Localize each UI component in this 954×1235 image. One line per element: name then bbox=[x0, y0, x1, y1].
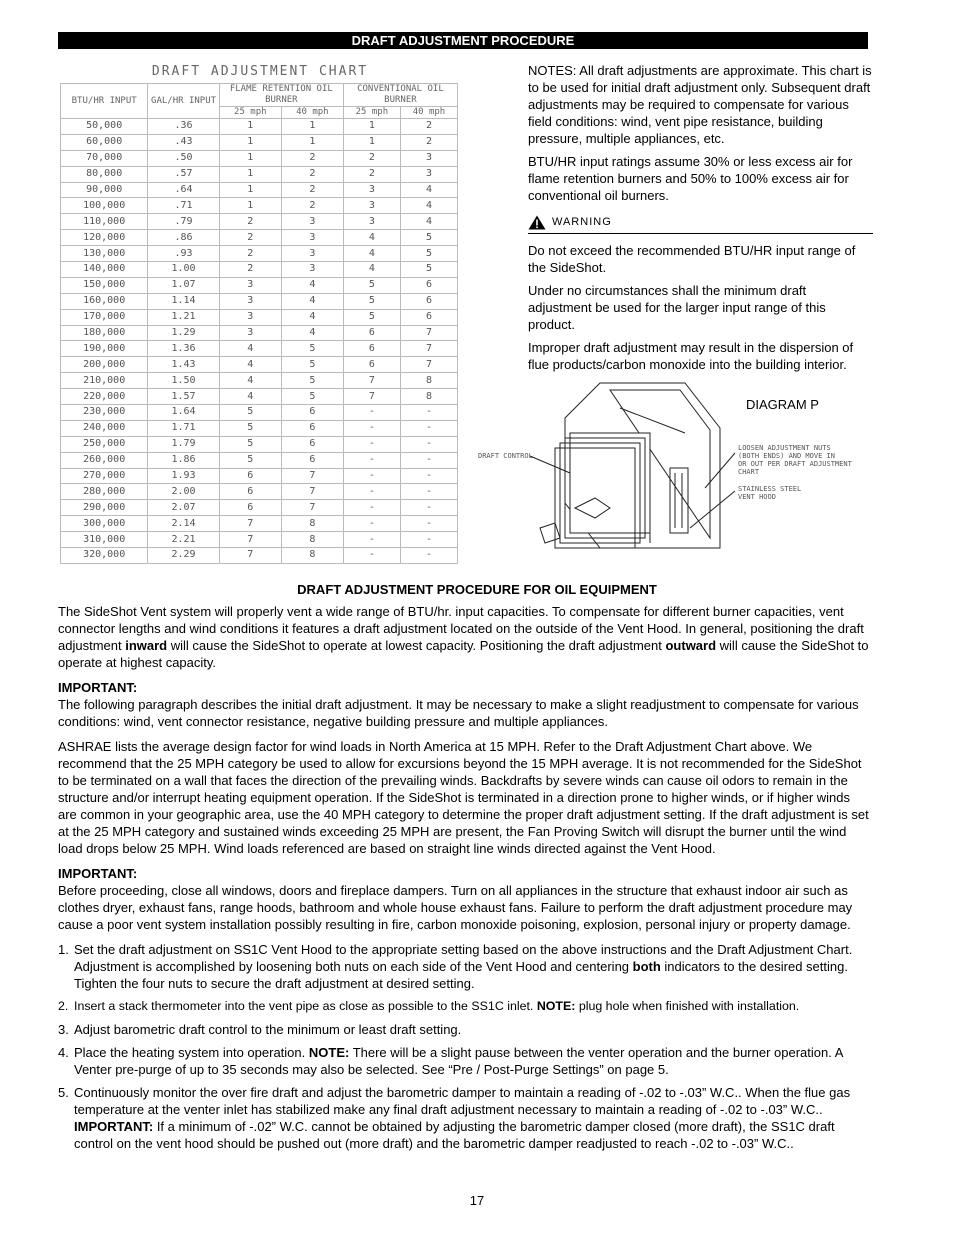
col-flame-header: FLAME RETENTION OIL BURNER bbox=[219, 84, 343, 107]
chart-cell: 240,000 bbox=[61, 420, 148, 436]
chart-cell: - bbox=[400, 516, 457, 532]
chart-row bbox=[61, 246, 458, 262]
chart-cell: 6 bbox=[343, 357, 400, 373]
chart-cell: 2.29 bbox=[148, 548, 219, 564]
chart-cell: 160,000 bbox=[61, 293, 148, 309]
chart-cell: 8 bbox=[281, 516, 343, 532]
chart-cell: 4 bbox=[343, 262, 400, 278]
chart-cell: - bbox=[400, 452, 457, 468]
chart-cell: 2.21 bbox=[148, 532, 219, 548]
flame-25mph-header: 25 mph bbox=[219, 107, 281, 119]
chart-cell: 7 bbox=[343, 373, 400, 389]
chart-row bbox=[61, 500, 458, 516]
chart-row bbox=[61, 357, 458, 373]
chart-row bbox=[61, 150, 458, 166]
diagram-loosen-label-4: CHART bbox=[738, 468, 760, 476]
chart-cell: 4 bbox=[281, 309, 343, 325]
section-header: DRAFT ADJUSTMENT PROCEDURE bbox=[58, 32, 868, 49]
chart-cell: 1 bbox=[219, 198, 281, 214]
chart-row bbox=[61, 262, 458, 278]
chart-cell: 1 bbox=[281, 134, 343, 150]
chart-cell: 80,000 bbox=[61, 166, 148, 182]
chart-cell: - bbox=[343, 452, 400, 468]
chart-cell: 190,000 bbox=[61, 341, 148, 357]
chart-cell: 2 bbox=[281, 166, 343, 182]
chart-cell: - bbox=[400, 420, 457, 436]
chart-cell: - bbox=[400, 405, 457, 421]
notes-paragraph-2: BTU/HR input ratings assume 30% or less excess air for flame retention burners and 50% to 100% excess air for conventional oil burners. bbox=[528, 154, 853, 203]
chart-cell: .50 bbox=[148, 150, 219, 166]
chart-row bbox=[61, 230, 458, 246]
chart-cell: 2 bbox=[219, 246, 281, 262]
chart-cell: 1.21 bbox=[148, 309, 219, 325]
chart-cell: 230,000 bbox=[61, 405, 148, 421]
chart-cell: 2 bbox=[219, 230, 281, 246]
chart-cell: 5 bbox=[219, 436, 281, 452]
conv-40mph-header: 40 mph bbox=[400, 107, 457, 119]
chart-cell: 220,000 bbox=[61, 389, 148, 405]
warning-text-1: Do not exceed the recommended BTU/HR input range of the SideShot. bbox=[528, 243, 856, 275]
chart-cell: 1.14 bbox=[148, 293, 219, 309]
chart-cell: 1.07 bbox=[148, 277, 219, 293]
chart-cell: 3 bbox=[219, 325, 281, 341]
chart-row bbox=[61, 214, 458, 230]
diagram-loosen-label-3: OR OUT PER DRAFT ADJUSTMENT bbox=[738, 460, 852, 468]
chart-cell: 4 bbox=[219, 389, 281, 405]
chart-row bbox=[61, 405, 458, 421]
diagram-steel-label-1: STAINLESS STEEL bbox=[738, 485, 802, 493]
chart-cell: 180,000 bbox=[61, 325, 148, 341]
chart-cell: 8 bbox=[281, 548, 343, 564]
important-text-1: The following paragraph describes the initial draft adjustment. It may be necessary to make a slight readjustment to compensate for various conditions: wind, vent connector resistance, negative building pressure and multiple appliances. bbox=[58, 697, 859, 729]
chart-cell: 6 bbox=[281, 420, 343, 436]
chart-cell: 3 bbox=[281, 214, 343, 230]
chart-cell: 6 bbox=[343, 325, 400, 341]
warning-text-3: Improper draft adjustment may result in the dispersion of flue products/carbon monoxide into the building interior. bbox=[528, 340, 854, 372]
diagram-loosen-label-2: (BOTH ENDS) AND MOVE IN bbox=[738, 452, 835, 460]
chart-cell: 2 bbox=[281, 198, 343, 214]
chart-cell: 3 bbox=[343, 214, 400, 230]
chart-cell: 3 bbox=[343, 198, 400, 214]
chart-cell: 4 bbox=[219, 357, 281, 373]
page-number: 17 bbox=[469, 1193, 485, 1208]
chart-cell: - bbox=[400, 500, 457, 516]
chart-cell: 1.43 bbox=[148, 357, 219, 373]
col-gal-header: GAL/HR INPUT bbox=[148, 84, 219, 119]
chart-cell: 7 bbox=[281, 468, 343, 484]
chart-cell: 7 bbox=[281, 500, 343, 516]
chart-cell: 2 bbox=[400, 119, 457, 135]
chart-cell: 1.64 bbox=[148, 405, 219, 421]
procedure-body bbox=[58, 603, 870, 1158]
chart-cell: - bbox=[343, 405, 400, 421]
chart-row bbox=[61, 293, 458, 309]
chart-row bbox=[61, 389, 458, 405]
chart-cell: 1.00 bbox=[148, 262, 219, 278]
chart-cell: 7 bbox=[400, 341, 457, 357]
vent-hood-diagram bbox=[470, 378, 880, 578]
chart-cell: 3 bbox=[219, 277, 281, 293]
chart-cell: 300,000 bbox=[61, 516, 148, 532]
chart-cell: 4 bbox=[400, 214, 457, 230]
chart-cell: 280,000 bbox=[61, 484, 148, 500]
chart-cell: 250,000 bbox=[61, 436, 148, 452]
chart-row bbox=[61, 325, 458, 341]
chart-cell: .64 bbox=[148, 182, 219, 198]
chart-cell: 130,000 bbox=[61, 246, 148, 262]
chart-cell: 270,000 bbox=[61, 468, 148, 484]
chart-row bbox=[61, 484, 458, 500]
chart-cell: 140,000 bbox=[61, 262, 148, 278]
draft-chart-table bbox=[60, 83, 458, 564]
chart-cell: 7 bbox=[281, 484, 343, 500]
chart-cell: - bbox=[400, 548, 457, 564]
chart-cell: 1 bbox=[219, 150, 281, 166]
chart-body bbox=[61, 119, 458, 564]
chart-cell: 5 bbox=[281, 341, 343, 357]
chart-cell: 5 bbox=[400, 262, 457, 278]
chart-cell: 100,000 bbox=[61, 198, 148, 214]
chart-row bbox=[61, 198, 458, 214]
chart-cell: 4 bbox=[400, 198, 457, 214]
chart-cell: .36 bbox=[148, 119, 219, 135]
chart-cell: 320,000 bbox=[61, 548, 148, 564]
chart-cell: 4 bbox=[281, 325, 343, 341]
chart-row bbox=[61, 309, 458, 325]
chart-cell: 3 bbox=[281, 230, 343, 246]
chart-cell: 120,000 bbox=[61, 230, 148, 246]
chart-row bbox=[61, 436, 458, 452]
procedure-steps bbox=[58, 941, 870, 1152]
chart-cell: 3 bbox=[281, 246, 343, 262]
chart-cell: 5 bbox=[281, 357, 343, 373]
chart-cell: 6 bbox=[343, 341, 400, 357]
chart-cell: 2.00 bbox=[148, 484, 219, 500]
chart-row bbox=[61, 134, 458, 150]
warning-heading bbox=[528, 214, 873, 234]
chart-row bbox=[61, 420, 458, 436]
chart-cell: 5 bbox=[343, 293, 400, 309]
chart-cell: 1 bbox=[343, 134, 400, 150]
procedure-title: DRAFT ADJUSTMENT PROCEDURE FOR OIL EQUIPMENT bbox=[297, 582, 657, 597]
chart-cell: 2 bbox=[219, 214, 281, 230]
chart-cell: 4 bbox=[400, 182, 457, 198]
chart-cell: 1.79 bbox=[148, 436, 219, 452]
chart-row bbox=[61, 182, 458, 198]
chart-cell: - bbox=[343, 500, 400, 516]
chart-cell: 4 bbox=[343, 230, 400, 246]
chart-cell: 4 bbox=[343, 246, 400, 262]
chart-cell: 3 bbox=[219, 309, 281, 325]
important-label-2: IMPORTANT: bbox=[58, 866, 138, 881]
chart-cell: 5 bbox=[219, 420, 281, 436]
chart-cell: - bbox=[400, 468, 457, 484]
chart-cell: 1.86 bbox=[148, 452, 219, 468]
chart-cell: 6 bbox=[400, 277, 457, 293]
important-label-1: IMPORTANT: bbox=[58, 680, 138, 695]
chart-row bbox=[61, 119, 458, 135]
chart-row bbox=[61, 548, 458, 564]
chart-cell: 5 bbox=[400, 246, 457, 262]
chart-cell: 60,000 bbox=[61, 134, 148, 150]
col-btu-header: BTU/HR INPUT bbox=[61, 84, 148, 119]
flame-40mph-header: 40 mph bbox=[281, 107, 343, 119]
chart-cell: 290,000 bbox=[61, 500, 148, 516]
chart-cell: .43 bbox=[148, 134, 219, 150]
chart-cell: 1.29 bbox=[148, 325, 219, 341]
chart-cell: 2.07 bbox=[148, 500, 219, 516]
chart-cell: 6 bbox=[281, 405, 343, 421]
chart-cell: 2 bbox=[343, 166, 400, 182]
chart-cell: .86 bbox=[148, 230, 219, 246]
chart-cell: 3 bbox=[343, 182, 400, 198]
intro-paragraph: The SideShot Vent system will properly vent a wide range of BTU/hr. input capacities. To compensate for different burner capacities, vent connector lengths and wind conditions it features a draft adjustment located on the outside of the Vent Hood. In general, positioning the draft adjustment inward will cause the SideShot to operate at lowest capacity. Positioning the draft adjustment outward will cause the SideShot to operate at highest capacity. bbox=[58, 604, 869, 670]
chart-cell: 1 bbox=[219, 134, 281, 150]
chart-cell: 7 bbox=[343, 389, 400, 405]
chart-cell: 1 bbox=[219, 119, 281, 135]
warning-label: WARNING bbox=[552, 216, 612, 228]
ashrae-paragraph: ASHRAE lists the average design factor for wind loads in North America at 15 MPH. Refer to the Draft Adjustment Chart above. We recommend that the 25 MPH category be used to allow for excursions beyond the 15 MPH average. It is not recommended for the SideShot to be terminated on a wall that faces the direction of the prevailing winds. Backdrafts by severe winds can cause oil odors to remain in the structure and/or interrupt heating equipment operation. If the SideShot is terminated in a direction prone to higher winds, or if higher winds are common in your geographic area, use the 40 MPH category to determine the proper draft adjustment setting. If the draft adjustment is set at the 25 MPH category and sustained winds exceeding 25 MPH are present, the Fan Proving Switch will disrupt the burner until the wind load drops below 25 MPH. Wind loads referenced are based on straight line winds directed against the Vent Hood. bbox=[58, 739, 869, 856]
chart-cell: 6 bbox=[281, 436, 343, 452]
chart-row bbox=[61, 277, 458, 293]
notes-column bbox=[528, 62, 873, 379]
chart-cell: 1.93 bbox=[148, 468, 219, 484]
chart-cell: 2 bbox=[400, 134, 457, 150]
chart-row bbox=[61, 341, 458, 357]
chart-cell: 2 bbox=[219, 262, 281, 278]
chart-cell: 2 bbox=[281, 182, 343, 198]
chart-cell: 70,000 bbox=[61, 150, 148, 166]
chart-cell: - bbox=[343, 548, 400, 564]
chart-cell: 200,000 bbox=[61, 357, 148, 373]
chart-cell: - bbox=[400, 484, 457, 500]
chart-cell: 1 bbox=[281, 119, 343, 135]
chart-cell: .93 bbox=[148, 246, 219, 262]
chart-cell: 5 bbox=[343, 277, 400, 293]
chart-cell: 5 bbox=[343, 309, 400, 325]
chart-cell: 1 bbox=[219, 166, 281, 182]
chart-cell: 8 bbox=[281, 532, 343, 548]
chart-cell: 3 bbox=[281, 262, 343, 278]
chart-cell: .71 bbox=[148, 198, 219, 214]
chart-cell: 2.14 bbox=[148, 516, 219, 532]
chart-row bbox=[61, 452, 458, 468]
warning-triangle-icon bbox=[528, 215, 546, 230]
chart-cell: 6 bbox=[219, 484, 281, 500]
chart-cell: 310,000 bbox=[61, 532, 148, 548]
chart-row bbox=[61, 373, 458, 389]
chart-cell: 1 bbox=[343, 119, 400, 135]
step-5: 5. Continuously monitor the over fire draft and adjust the barometric damper to maintain a reading of -.02 to -.03” W.C.. When the flue gas temperature at the venter inlet has stabilized make any final draft adjustment necessary to maintain a reading of -.02 to -.03” W.C.. IMPORTANT: If a minimum of -.02” W.C. cannot be obtained by adjusting the barometric damper closed (more draft), the SS1C draft control on the vent hood should be pushed out (more draft) and the barometric damper readjusted to reach -.02 to -.03” W.C.. bbox=[58, 1085, 851, 1151]
chart-row bbox=[61, 516, 458, 532]
chart-cell: - bbox=[400, 436, 457, 452]
draft-adjustment-chart bbox=[60, 58, 460, 564]
chart-cell: 6 bbox=[400, 293, 457, 309]
chart-cell: 6 bbox=[219, 500, 281, 516]
step-1: 1. Set the draft adjustment on SS1C Vent Hood to the appropriate setting based on the above instructions and the Draft Adjustment Chart. Adjustment is accomplished by loosening both nuts on each side of the Vent Hood and centering both indicators to the desired setting. Tighten the four nuts to secure the draft adjustment at desired setting. bbox=[58, 942, 853, 991]
chart-cell: 5 bbox=[400, 230, 457, 246]
diagram-steel-label-2: VENT HOOD bbox=[738, 493, 776, 501]
chart-cell: 7 bbox=[400, 357, 457, 373]
chart-cell: 6 bbox=[281, 452, 343, 468]
chart-cell: - bbox=[343, 516, 400, 532]
chart-cell: 50,000 bbox=[61, 119, 148, 135]
chart-cell: 6 bbox=[400, 309, 457, 325]
chart-cell: 1.71 bbox=[148, 420, 219, 436]
step-3: 3. Adjust barometric draft control to the minimum or least draft setting. bbox=[58, 1022, 462, 1037]
chart-title: DRAFT ADJUSTMENT CHART bbox=[151, 64, 369, 79]
step-4: 4. Place the heating system into operation. NOTE: There will be a slight pause between the venter operation and the burner operation. A Venter pre-purge of up to 35 seconds may also be selected. See “Pre / Post-Purge Settings” on page 5. bbox=[58, 1045, 843, 1077]
step-2: 2. Insert a stack thermometer into the vent pipe as close as possible to the SS1C inlet. NOTE: plug hole when finished with installation. bbox=[58, 999, 800, 1013]
chart-cell: 90,000 bbox=[61, 182, 148, 198]
chart-cell: 8 bbox=[400, 389, 457, 405]
notes-paragraph-1: NOTES: All draft adjustments are approximate. This chart is to be used for initial draft adjustment only. Subsequent draft adjustments may be required to compensate for various field conditions: wind, vent pipe resistance, building pressure, multiple appliances, etc. bbox=[528, 63, 872, 146]
diagram-label: DIAGRAM P bbox=[746, 397, 819, 412]
chart-cell: .79 bbox=[148, 214, 219, 230]
chart-cell: 1 bbox=[219, 182, 281, 198]
chart-cell: 3 bbox=[219, 293, 281, 309]
chart-cell: 7 bbox=[219, 516, 281, 532]
chart-cell: 5 bbox=[219, 452, 281, 468]
conv-25mph-header: 25 mph bbox=[343, 107, 400, 119]
chart-cell: 4 bbox=[219, 373, 281, 389]
chart-cell: 5 bbox=[219, 405, 281, 421]
chart-cell: 1.57 bbox=[148, 389, 219, 405]
chart-cell: - bbox=[343, 484, 400, 500]
chart-cell: 2 bbox=[343, 150, 400, 166]
chart-cell: 260,000 bbox=[61, 452, 148, 468]
chart-row bbox=[61, 532, 458, 548]
diagram-draft-control-label: DRAFT CONTROL bbox=[478, 452, 533, 460]
chart-cell: 1.36 bbox=[148, 341, 219, 357]
chart-cell: 7 bbox=[219, 548, 281, 564]
chart-cell: 3 bbox=[400, 166, 457, 182]
chart-cell: 1.50 bbox=[148, 373, 219, 389]
diagram-loosen-label-1: LOOSEN ADJUSTMENT NUTS bbox=[738, 444, 831, 452]
chart-cell: 4 bbox=[219, 341, 281, 357]
chart-cell: - bbox=[343, 532, 400, 548]
chart-cell: 4 bbox=[281, 293, 343, 309]
chart-cell: - bbox=[343, 436, 400, 452]
chart-cell: .57 bbox=[148, 166, 219, 182]
chart-cell: 2 bbox=[281, 150, 343, 166]
chart-row bbox=[61, 468, 458, 484]
chart-cell: 170,000 bbox=[61, 309, 148, 325]
chart-cell: 8 bbox=[400, 373, 457, 389]
chart-cell: 7 bbox=[400, 325, 457, 341]
chart-cell: 150,000 bbox=[61, 277, 148, 293]
important-text-2: Before proceeding, close all windows, doors and fireplace dampers. Turn on all appliances in the structure that exhaust indoor air such as clothes dryer, exhaust fans, range hoods, bathroom and whole house exhaust fans. Failure to perform the draft adjustment procedure may cause a poor vent system installation possibly resulting in fire, carbon monoxide poisoning, explosion, personal injury or property damage. bbox=[58, 883, 853, 932]
chart-cell: 4 bbox=[281, 277, 343, 293]
chart-cell: 3 bbox=[400, 150, 457, 166]
chart-cell: 6 bbox=[219, 468, 281, 484]
chart-cell: 7 bbox=[219, 532, 281, 548]
chart-cell: 110,000 bbox=[61, 214, 148, 230]
col-conv-header: CONVENTIONAL OIL BURNER bbox=[343, 84, 457, 107]
chart-cell: - bbox=[343, 468, 400, 484]
warning-text-2: Under no circumstances shall the minimum draft adjustment be used for the larger input range of this product. bbox=[528, 283, 826, 332]
chart-cell: 5 bbox=[281, 373, 343, 389]
chart-cell: - bbox=[343, 420, 400, 436]
chart-cell: 5 bbox=[281, 389, 343, 405]
chart-cell: 210,000 bbox=[61, 373, 148, 389]
chart-cell: - bbox=[400, 532, 457, 548]
chart-row bbox=[61, 166, 458, 182]
